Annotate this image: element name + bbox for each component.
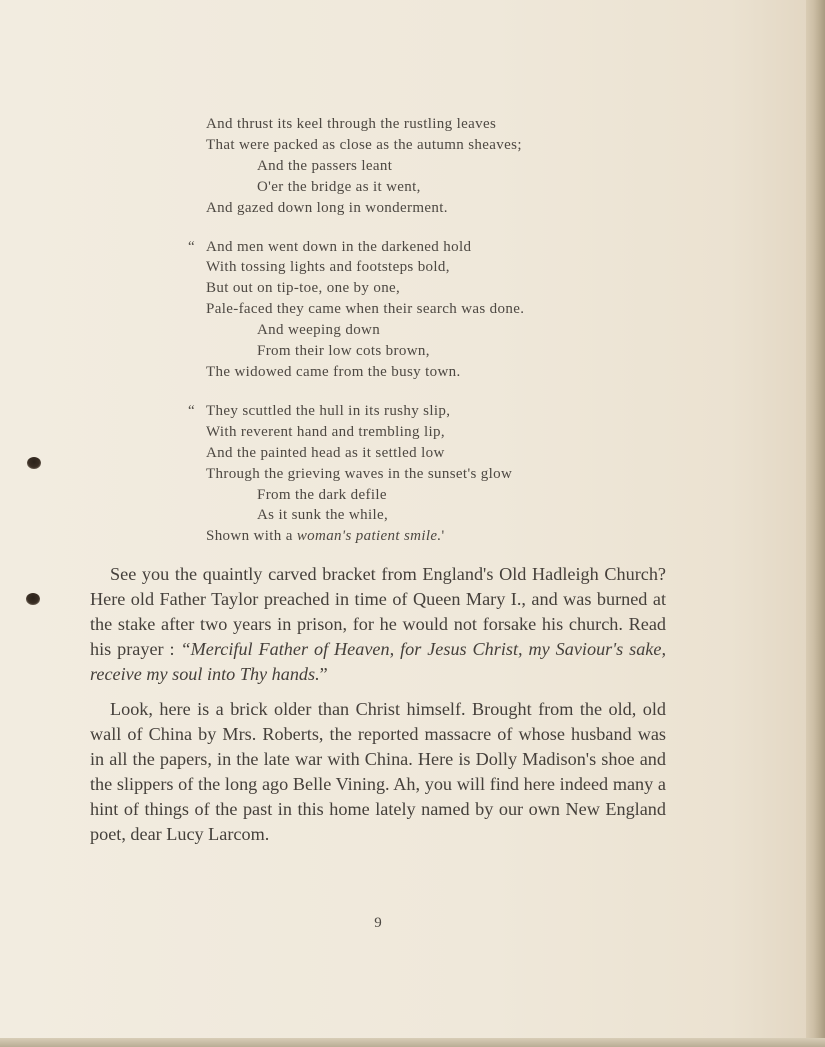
poem-line: Pale-faced they came when their search was done. [206,301,525,318]
stanza-3 [188,401,608,547]
poem-line: But out on tip-toe, one by one, [206,280,401,297]
binding-hole-upper [27,457,41,469]
open-quote: “ [188,402,196,419]
poem-line: With reverent hand and trembling lip, [206,423,445,440]
paragraph-text: See you the quaintly carved bracket from England's Old Hadleigh Church? Here old Father Taylor preached in time of Queen Mary I., and was burned at the stake after two years in prison, for he would not forsake his church. Read his prayer : [90,564,666,659]
poem-line-suffix: ' [441,528,445,545]
poem-line: And the painted head as it settled low [206,444,445,461]
poem-line: And the passers leant [257,157,393,174]
prayer-open-quote: “ [180,639,191,659]
prose-body [90,562,666,857]
binding-hole-lower [26,593,40,605]
stanza-2 [188,237,608,383]
poem-line-last [188,526,608,547]
poem-line-text: And men went down in the darkened hold [206,238,472,255]
bottom-page-edge [0,1038,825,1047]
poem-line-italic: woman's patient smile. [296,528,442,545]
page-edge [806,0,825,1047]
page-number: 9 [374,915,382,931]
poem-line: O'er the bridge as it went, [257,178,421,195]
poem-line: With tossing lights and footsteps bold, [206,259,450,276]
poem-line [188,237,608,258]
poem-line: Through the grieving waves in the sunset's glow [206,465,513,482]
poem-line: And weeping down [257,322,381,339]
poem [188,114,608,565]
poem-line-prefix: Shown with a [206,528,297,545]
poem-line: From their low cots brown, [257,343,430,360]
poem-line [188,401,608,422]
poem-line: And gazed down long in wonderment. [206,199,448,216]
poem-line: As it sunk the while, [257,507,389,524]
poem-line: The widowed came from the busy town. [206,363,461,380]
prayer-text: Merciful Father of Heaven, for Jesus Christ, my Saviour's sake, receive my soul into Thy hands. [90,639,666,684]
paragraph-hadleigh [90,562,666,687]
poem-line-text: They scuttled the hull in its rushy slip, [206,402,451,419]
poem-line: That were packed as close as the autumn sheaves; [206,136,522,153]
poem-line: From the dark defile [257,486,387,503]
paragraph-brick: Look, here is a brick older than Christ himself. Brought from the old, old wall of China by Mrs. Roberts, the reported massacre of whose husband was in all the papers, in the late war with China. Here is Dolly Madison's shoe and the slippers of the long ago Belle Vining. Ah, you will find here indeed many a hint of things of the past in this home lately named by our own New England poet, dear Lucy Larcom. [90,699,666,844]
poem-line: And thrust its keel through the rustling leaves [206,116,497,132]
prayer-close-quote: ” [319,664,328,684]
stanza-1 [188,114,608,219]
open-quote: “ [188,238,196,255]
